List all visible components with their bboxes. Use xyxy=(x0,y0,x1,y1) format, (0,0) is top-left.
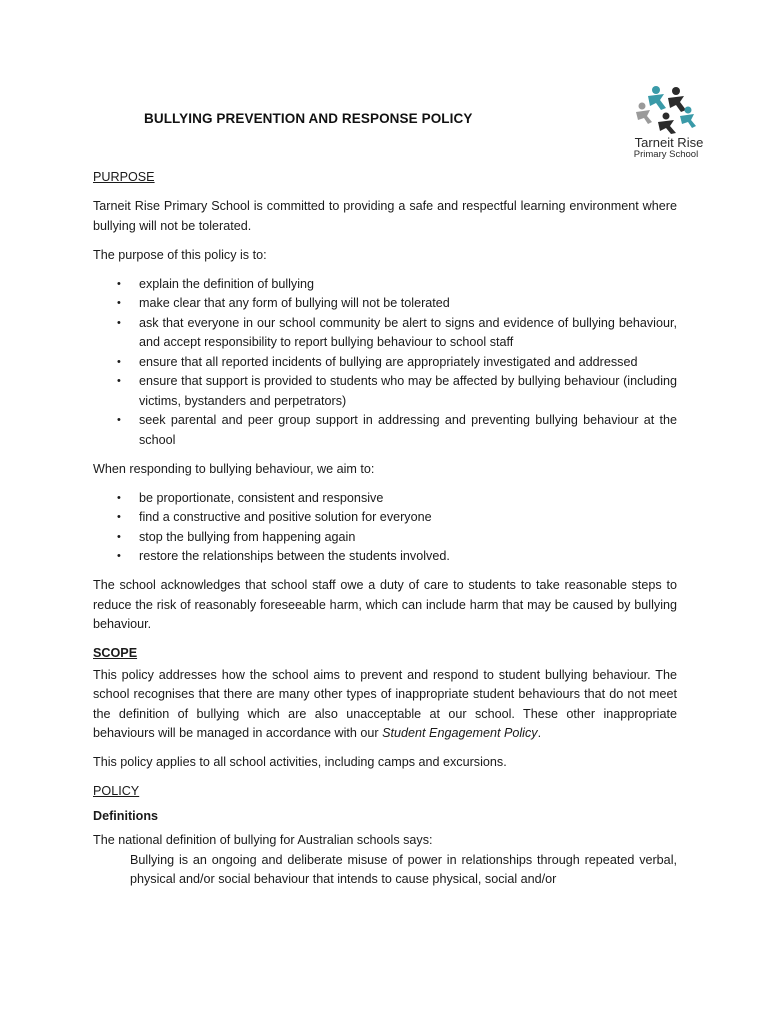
list-item: • stop the bullying from happening again xyxy=(93,528,677,548)
scope-heading: SCOPE xyxy=(93,646,138,660)
national-definition-intro: The national definition of bullying for Australian schools says: xyxy=(93,833,433,847)
logo-figures-icon xyxy=(626,84,706,136)
list-item: • ensure that all reported incidents of bullying are appropriately investigated and addressed xyxy=(93,353,677,373)
purpose-heading: PURPOSE xyxy=(93,170,155,184)
list-item: • ask that everyone in our school community be alert to signs and evidence of bullying behaviour, and accept responsibility to report bullying behaviour to school staff xyxy=(117,315,677,349)
bullet-icon: • xyxy=(117,355,121,368)
policy-heading: POLICY xyxy=(93,784,140,798)
bullet-icon: • xyxy=(117,277,121,290)
bullet-icon: • xyxy=(117,316,121,329)
bullet-icon: • xyxy=(117,511,121,523)
bullet-icon: • xyxy=(117,375,121,387)
list-item: • make clear that any form of bullying will not be tolerated xyxy=(93,294,677,314)
bullet-icon: • xyxy=(117,491,121,504)
definitions-heading: Definitions xyxy=(93,808,159,823)
list-item: • restore the relationships between the students involved. xyxy=(93,547,677,567)
scope-paragraph: This policy addresses how the school aims to prevent and respond to student bullying behaviour. The school recognises that there are many other types of inappropriate student behaviours that do not meet the definition of bullying which are also unacceptable at our school. These other inappropriate behaviours will be managed in accordance with our Student Engagement Policy. xyxy=(93,667,677,740)
bullet-icon: • xyxy=(117,414,121,426)
duty-of-care-paragraph: The school acknowledges that school staff owe a duty of care to students to take reasonable steps to reduce the risk of reasonably foreseeable harm, which can include harm that may be caused by bullying behaviour. xyxy=(93,578,677,631)
purpose-list xyxy=(93,275,677,451)
bullet-icon: • xyxy=(117,297,121,309)
national-definition-quote: Bullying is an ongoing and deliberate misuse of power in relationships through repeated verbal, physical and/or social behaviour that intends to cause physical, social and/or xyxy=(130,852,677,886)
list-item: • ensure that support is provided to students who may be affected by bullying behaviour (including victims, bystanders and perpetrators) xyxy=(117,374,677,408)
aim-intro: When responding to bullying behaviour, we aim to: xyxy=(93,461,375,476)
policy-title: BULLYING PREVENTION AND RESPONSE POLICY xyxy=(144,111,473,126)
list-item: • explain the definition of bullying xyxy=(93,275,677,295)
policy-body xyxy=(93,168,677,890)
purpose-intro: Tarneit Rise Primary School is committed to providing a safe and respectful learning environment where bullying will not be tolerated. xyxy=(93,199,677,233)
logo-school-name: Tarneit Rise xyxy=(634,135,704,150)
purpose-list-intro: The purpose of this policy is to: xyxy=(93,247,267,262)
list-item: • be proportionate, consistent and responsive xyxy=(93,489,677,509)
list-item: • find a constructive and positive solution for everyone xyxy=(93,508,677,528)
aims-list xyxy=(93,489,677,567)
scope-activities: This policy applies to all school activities, including camps and excursions. xyxy=(93,755,507,769)
student-engagement-policy-reference: Student Engagement Policy xyxy=(382,726,538,740)
list-item: • seek parental and peer group support in addressing and preventing bullying behaviour at the school xyxy=(117,413,677,447)
school-logo xyxy=(626,84,706,170)
logo-school-subtitle: Primary School xyxy=(633,149,699,160)
bullet-icon: • xyxy=(117,530,121,543)
bullet-icon: • xyxy=(117,550,121,562)
